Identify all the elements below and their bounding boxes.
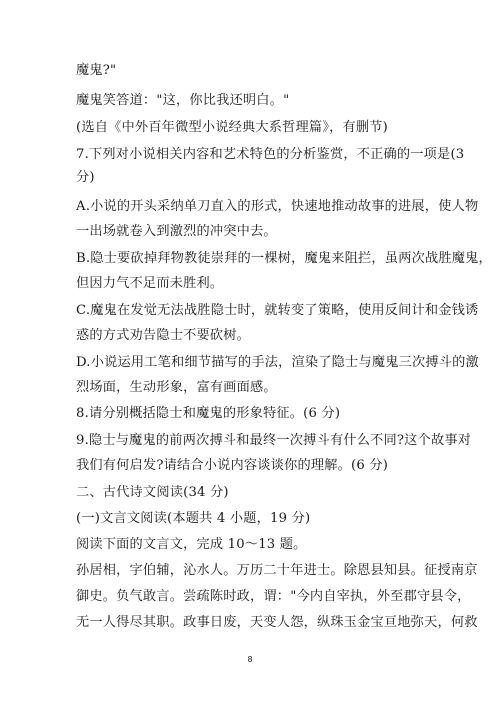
- text-line: 7.下列对小说相关内容和艺术特色的分析鉴赏，不正确的一项是(3: [76, 147, 465, 162]
- text-line: 惑的方式劝告隐士不要砍树。: [76, 328, 251, 343]
- text-line: 9.隐士与魔鬼的前两次搏斗和最终一次搏斗有什么不同?这个故事对: [76, 433, 472, 448]
- text-line: 我们有何启发?请结合小说内容谈谈你的理解。(6 分): [76, 458, 389, 473]
- text-line: 孙居相，字伯辅，沁水人。万历二十年进士。除恩县知县。征授南京: [76, 563, 478, 578]
- text-line: 烈场面，生动形象，富有画面感。: [76, 380, 277, 395]
- section-heading: 二、古代诗文阅读(34 分): [76, 485, 229, 500]
- text-line: 分): [76, 170, 95, 185]
- text-line: 8.请分别概括隐士和魔鬼的形象特征。(6 分): [76, 406, 341, 421]
- text-line: 一出场就卷入到激烈的冲突中去。: [76, 224, 277, 239]
- text-line: 御史。负气敢言。尝疏陈时政，谓："今内自宰执，外至郡守县令，: [76, 589, 471, 604]
- page-number: 8: [247, 655, 253, 664]
- text-line: 魔鬼?": [76, 63, 117, 78]
- subsection-heading: (一)文言文阅读(本题共 4 小题，19 分): [76, 511, 311, 526]
- text-line: D.小说运用工笔和细节描写的手法，渲染了隐士与魔鬼三次搏斗的激: [76, 355, 479, 370]
- text-line: 阅读下面的文言文，完成 10～13 题。: [76, 537, 307, 552]
- text-line: B.隐士要砍掉拜物教徒崇拜的一棵树，魔鬼来阻拦，虽两次战胜魔鬼，: [76, 251, 492, 266]
- text-line: 但因力气不足而未胜利。: [76, 276, 224, 291]
- text-line: C.魔鬼在发觉无法战胜隐士时，就转变了策略，使用反间计和金钱诱: [76, 303, 479, 318]
- text-line: A.小说的开头采纳单刀直入的形式，快速地推动故事的进展，使人物: [76, 199, 479, 214]
- text-line: (选自《中外百年微型小说经典大系哲理篇》，有删节): [76, 120, 389, 135]
- text-line: 魔鬼笑答道："这，你比我还明白。": [76, 93, 290, 108]
- text-line: 无一人得尽其职。政事日废，天变人怨，纵珠玉金宝亘地弥天，何救: [76, 615, 478, 630]
